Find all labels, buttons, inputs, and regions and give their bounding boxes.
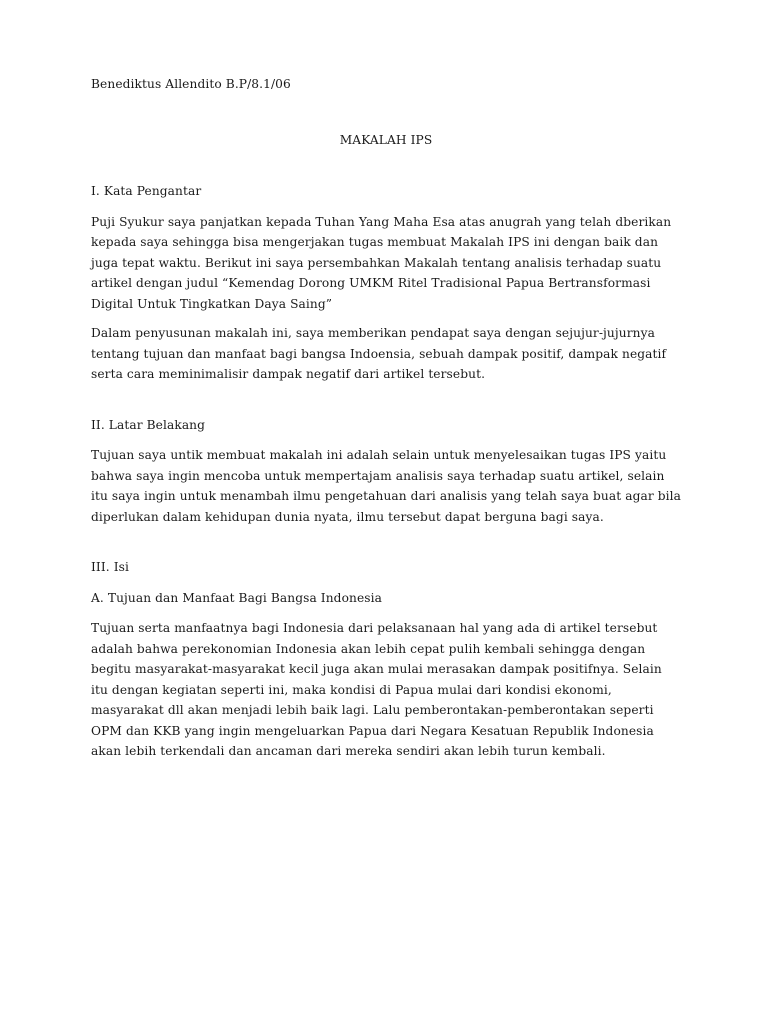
author-line: Benediktus Allendito B.P/8.1/06 (91, 77, 291, 91)
section-heading-latar-belakang: II. Latar Belakang (91, 417, 206, 432)
paragraph: Tujuan saya untik membuat makalah ini adalah selain untuk menyelesaikan tugas IPS yaitu bahwa saya ingin mencoba untuk mempertajam analisis saya terhadap suatu artikel, selain itu saya ingin untuk menambah ilmu pengetahuan dari analisis yang telah saya buat agar bila diperlukan dalam kehidupan dunia nyata, ilmu tersebut dapat berguna bagi saya. (91, 448, 682, 524)
paragraph: Puji Syukur saya panjatkan kepada Tuhan Yang Maha Esa atas anugrah yang telah dberikan kepada saya sehingga bisa mengerjakan tugas membuat Makalah IPS ini dengan baik dan juga tepat waktu. Berikut ini saya persembahkan Makalah tentang analisis terhadap suatu artikel dengan judul “Kemendag Dorong UMKM Ritel Tradisional Papua Bertransformasi Digital Untuk Tingkatkan Daya Saing” (91, 214, 672, 311)
document-body (91, 74, 681, 762)
paragraph: Tujuan serta manfaatnya bagi Indonesia dari pelaksanaan hal yang ada di artikel tersebut adalah bahwa perekonomian Indonesia akan lebih cepat pulih kembali sehingga dengan begitu masyarakat-masyarakat kecil juga akan mulai merasakan dampak positifnya. Selain itu dengan kegiatan seperti ini, maka kondisi di Papua mulai dari kondisi ekonomi, masyarakat dll akan menjadi lebih baik lagi. Lalu pemberontakan-pemberontakan seperti OPM dan KKB yang ingin mengeluarkan Papua dari Negara Kesatuan Republik Indonesia akan lebih terkendali dan ancaman dari mereka sendiri akan lebih turun kembali. (91, 621, 662, 758)
section-heading-kata-pengantar: I. Kata Pengantar (91, 184, 202, 198)
paragraph: Dalam penyusunan makalah ini, saya memberikan pendapat saya dengan sejujur-jujurnya tentang tujuan dan manfaat bagi bangsa Indoensia, sebuah dampak positif, dampak negatif serta cara meminimalisir dampak negatif dari artikel tersebut. (91, 326, 667, 381)
subsection-heading: A. Tujuan dan Manfaat Bagi Bangsa Indonesia (91, 590, 382, 605)
section-heading-isi: III. Isi (91, 560, 129, 574)
document-title: MAKALAH IPS (339, 132, 433, 147)
